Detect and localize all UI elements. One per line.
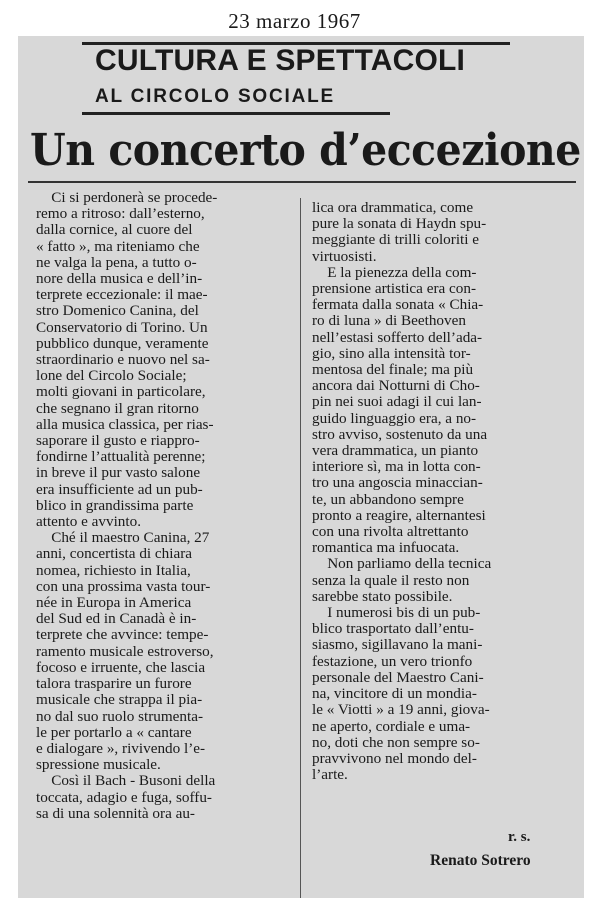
text-line: « fatto », ma riteniamo che bbox=[36, 238, 200, 255]
text-line: toccata, adagio e fuga, soffu- bbox=[36, 789, 212, 806]
text-line: le per portarlo a « cantare bbox=[36, 724, 192, 741]
text-line: Conservatorio di Torino. Un bbox=[36, 319, 208, 336]
text-line: alla musica classica, per rias- bbox=[36, 416, 214, 433]
text-line: sarebbe stato possibile. bbox=[312, 588, 453, 605]
subsection-title: AL CIRCOLO SOCIALE bbox=[95, 86, 335, 107]
text-line: ro di luna » di Beethoven bbox=[312, 313, 466, 330]
text-line: mentosa del finale; ma più bbox=[312, 362, 474, 379]
text-line: prensione artistica era con- bbox=[312, 281, 477, 298]
text-line: l’arte. bbox=[312, 767, 348, 784]
text-line: remo a ritroso: dall’esterno, bbox=[36, 206, 205, 223]
text-line: te, un abbandono sempre bbox=[312, 491, 464, 508]
text-line: nore della musica e dell’in- bbox=[36, 271, 203, 288]
text-line: nomea, richiesto in Italia, bbox=[36, 562, 191, 579]
text-line: virtuosisti. bbox=[312, 248, 377, 265]
column-separator bbox=[300, 198, 301, 898]
text-line: pin nei suoi adagi il cui lan- bbox=[312, 394, 482, 411]
text-line: fermata dalla sonata « Chia- bbox=[312, 297, 484, 314]
section-title: CULTURA E SPETTACOLI bbox=[95, 44, 466, 77]
text-line: attento e avvinto. bbox=[36, 514, 142, 531]
text-line: saporare il gusto e riappro- bbox=[36, 433, 200, 450]
author-name: Renato Sotrero bbox=[430, 852, 531, 869]
text-line: na, vincitore di un mondia- bbox=[312, 686, 477, 703]
text-line: interiore sì, ma in lotta con- bbox=[312, 459, 481, 476]
text-line: ancora dai Notturni di Cho- bbox=[312, 378, 480, 395]
text-line: spressione musicale. bbox=[36, 757, 161, 774]
text-line: lone del Circolo Sociale; bbox=[36, 368, 187, 385]
text-line: meggiante di trilli coloriti e bbox=[312, 232, 480, 249]
text-line: senza la quale il resto non bbox=[312, 572, 470, 589]
text-line: con una prossima vasta tour- bbox=[36, 578, 211, 595]
text-line: pravvivono nel mondo del- bbox=[312, 750, 477, 767]
article-date: 23 marzo 1967 bbox=[228, 9, 361, 33]
text-line: terprete che avvince: tempe- bbox=[36, 627, 209, 644]
text-line: stro avviso, sostenuto da una bbox=[312, 426, 488, 443]
text-line: ne valga la pena, a tutto o- bbox=[36, 254, 197, 271]
text-line: personale del Maestro Cani- bbox=[312, 669, 484, 686]
text-line: Ché il maestro Canina, 27 bbox=[36, 530, 210, 547]
text-line: in breve il pur vasto salone bbox=[36, 465, 201, 482]
subsection-rule bbox=[82, 112, 390, 115]
text-line: musicale che strappa il pia- bbox=[36, 692, 203, 709]
headline-rule bbox=[28, 181, 576, 183]
text-line: siasmo, sigillavano la mani- bbox=[312, 637, 483, 654]
text-line: Ci si perdonerà se procede- bbox=[36, 190, 218, 206]
text-line: I numerosi bis di un pub- bbox=[312, 605, 481, 622]
text-line: fondirne l’attualità perenne; bbox=[36, 449, 206, 466]
text-line: e dialogare », rivivendo l’e- bbox=[36, 740, 206, 757]
text-line: era insufficiente ad un pub- bbox=[36, 481, 203, 498]
text-line: del Sud ed in Canadà è in- bbox=[36, 611, 197, 628]
text-line: ramento musicale estroverso, bbox=[36, 643, 214, 660]
text-line: pure la sonata di Haydn spu- bbox=[312, 216, 487, 233]
text-line: nell’estasi sofferto dell’ada- bbox=[312, 329, 483, 346]
text-line: pubblico dunque, veramente bbox=[36, 335, 209, 352]
text-line: tro una angoscia minaccian- bbox=[312, 475, 483, 492]
text-line: ne aperto, cordiale e uma- bbox=[312, 718, 471, 735]
text-line: stro Domenico Canina, del bbox=[36, 303, 199, 320]
text-line: anni, concertista di chiara bbox=[36, 546, 193, 563]
text-line: E la pienezza della com- bbox=[312, 264, 477, 281]
text-line: le « Viotti » a 19 anni, giova- bbox=[312, 702, 490, 719]
text-line: pronto a reagire, alternantesi bbox=[312, 507, 486, 524]
text-line: gio, sino alla intensità tor- bbox=[312, 345, 471, 362]
text-line: con una rivolta altrettanto bbox=[312, 524, 469, 541]
headline: Un concerto d’eccezione bbox=[30, 124, 581, 176]
text-line: Non parliamo della tecnica bbox=[312, 556, 492, 573]
left-text-column bbox=[36, 190, 288, 822]
text-line: blico trasportato dall’entu- bbox=[312, 621, 474, 638]
text-line: blico in grandissima parte bbox=[36, 497, 194, 514]
text-line: guido linguaggio era, a no- bbox=[312, 410, 477, 427]
text-line: sa di una solennità ora au- bbox=[36, 805, 195, 822]
text-line: no dal suo ruolo strumenta- bbox=[36, 708, 204, 725]
text-line: Così il Bach - Busoni della bbox=[36, 773, 216, 790]
author-initials: r. s. bbox=[508, 829, 531, 845]
text-line: terprete eccezionale: il mae- bbox=[36, 287, 208, 304]
right-text-column bbox=[312, 200, 566, 783]
text-line: lica ora drammatica, come bbox=[312, 200, 474, 216]
text-line: no, doti che non sempre so- bbox=[312, 734, 480, 751]
text-line: née in Europa in America bbox=[36, 595, 192, 612]
text-line: festazione, un vero trionfo bbox=[312, 653, 473, 670]
text-line: focoso e irruente, che lascia bbox=[36, 659, 206, 676]
text-line: talora trasparire un furore bbox=[36, 676, 192, 693]
text-line: vera drammatica, un pianto bbox=[312, 443, 479, 460]
text-line: straordinario e nuovo nel sa- bbox=[36, 352, 210, 369]
text-line: dalla cornice, al cuore del bbox=[36, 222, 193, 239]
text-line: che segnano il gran ritorno bbox=[36, 400, 199, 417]
text-line: molti giovani in particolare, bbox=[36, 384, 206, 401]
text-line: romantica ma infuocata. bbox=[312, 540, 460, 557]
